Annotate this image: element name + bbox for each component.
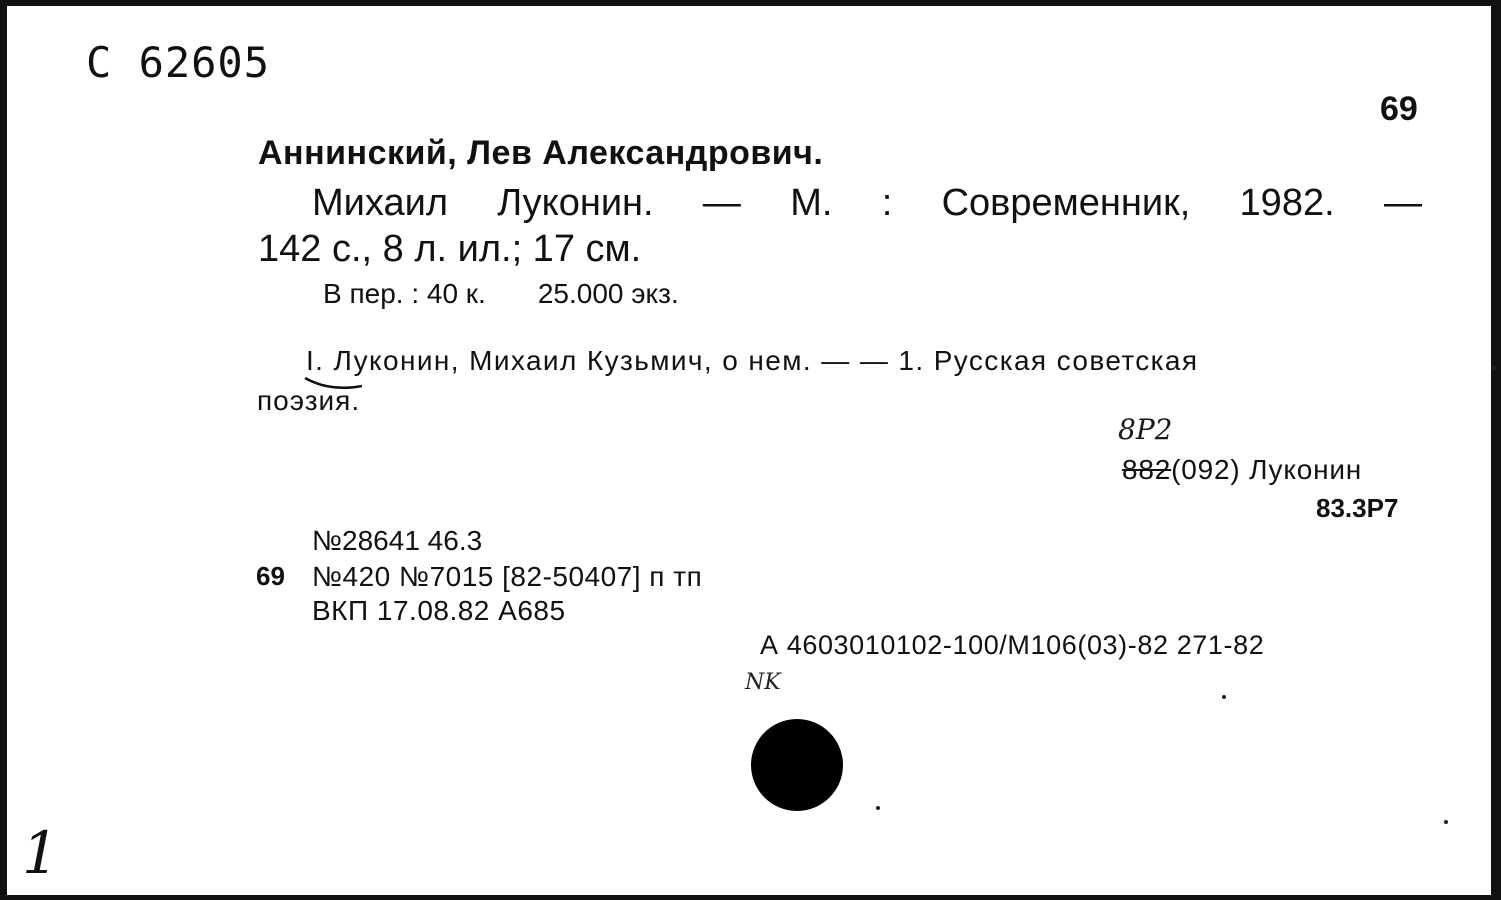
registration-line-2: №420 №7015 [82-50407] п тп — [312, 561, 703, 592]
speck-mark — [1492, 366, 1496, 370]
title-word: — — [1383, 182, 1422, 224]
print-run: 25.000 экз. — [537, 278, 679, 309]
physical-extent: 142 с., 8 л. ил.; 17 см. — [258, 228, 642, 270]
pen-underline-mark — [305, 378, 362, 388]
registration-line-1: №28641 46.3 — [312, 525, 483, 556]
handwritten-classification: 8Р2 — [1118, 413, 1173, 446]
title-word: Современник, — [941, 182, 1191, 224]
title-word: Михаил — [312, 182, 448, 224]
title-word: — — [702, 182, 741, 224]
handwritten-initials: NK — [745, 670, 781, 695]
bbk-classification: 83.3Р7 — [1316, 493, 1399, 523]
subject-tracing: I. Луконин, Михаил Кузьмич, о нем. — — 1. Русская советская — [306, 345, 1199, 376]
author-heading: Аннинский, Лев Александрович. — [258, 134, 824, 172]
speck-mark — [876, 806, 880, 810]
page-number: 69 — [1380, 90, 1418, 128]
registration-number: 69 — [256, 561, 285, 591]
title-word: М. — [790, 182, 833, 224]
speck-mark — [1222, 695, 1226, 699]
binding-price: В пер. : 40 к. — [323, 278, 486, 309]
title-word: : — [881, 182, 893, 224]
registration-line-3: ВКП 17.08.82 А685 — [312, 595, 566, 626]
handwritten-corner-mark: 1 — [22, 819, 59, 887]
stamp-code: С 62605 — [86, 38, 271, 87]
title-word: Луконин. — [497, 182, 654, 224]
udc-struck-code: 882 — [1122, 454, 1172, 485]
udc-code: (092) Луконин — [1171, 454, 1363, 485]
subject-tracing-continued: поэзия. — [257, 385, 361, 416]
publication-index: А 4603010102-100/М106(03)-82 271-82 — [760, 630, 1265, 660]
speck-mark — [1444, 820, 1448, 824]
title-word: 1982. — [1239, 182, 1335, 224]
